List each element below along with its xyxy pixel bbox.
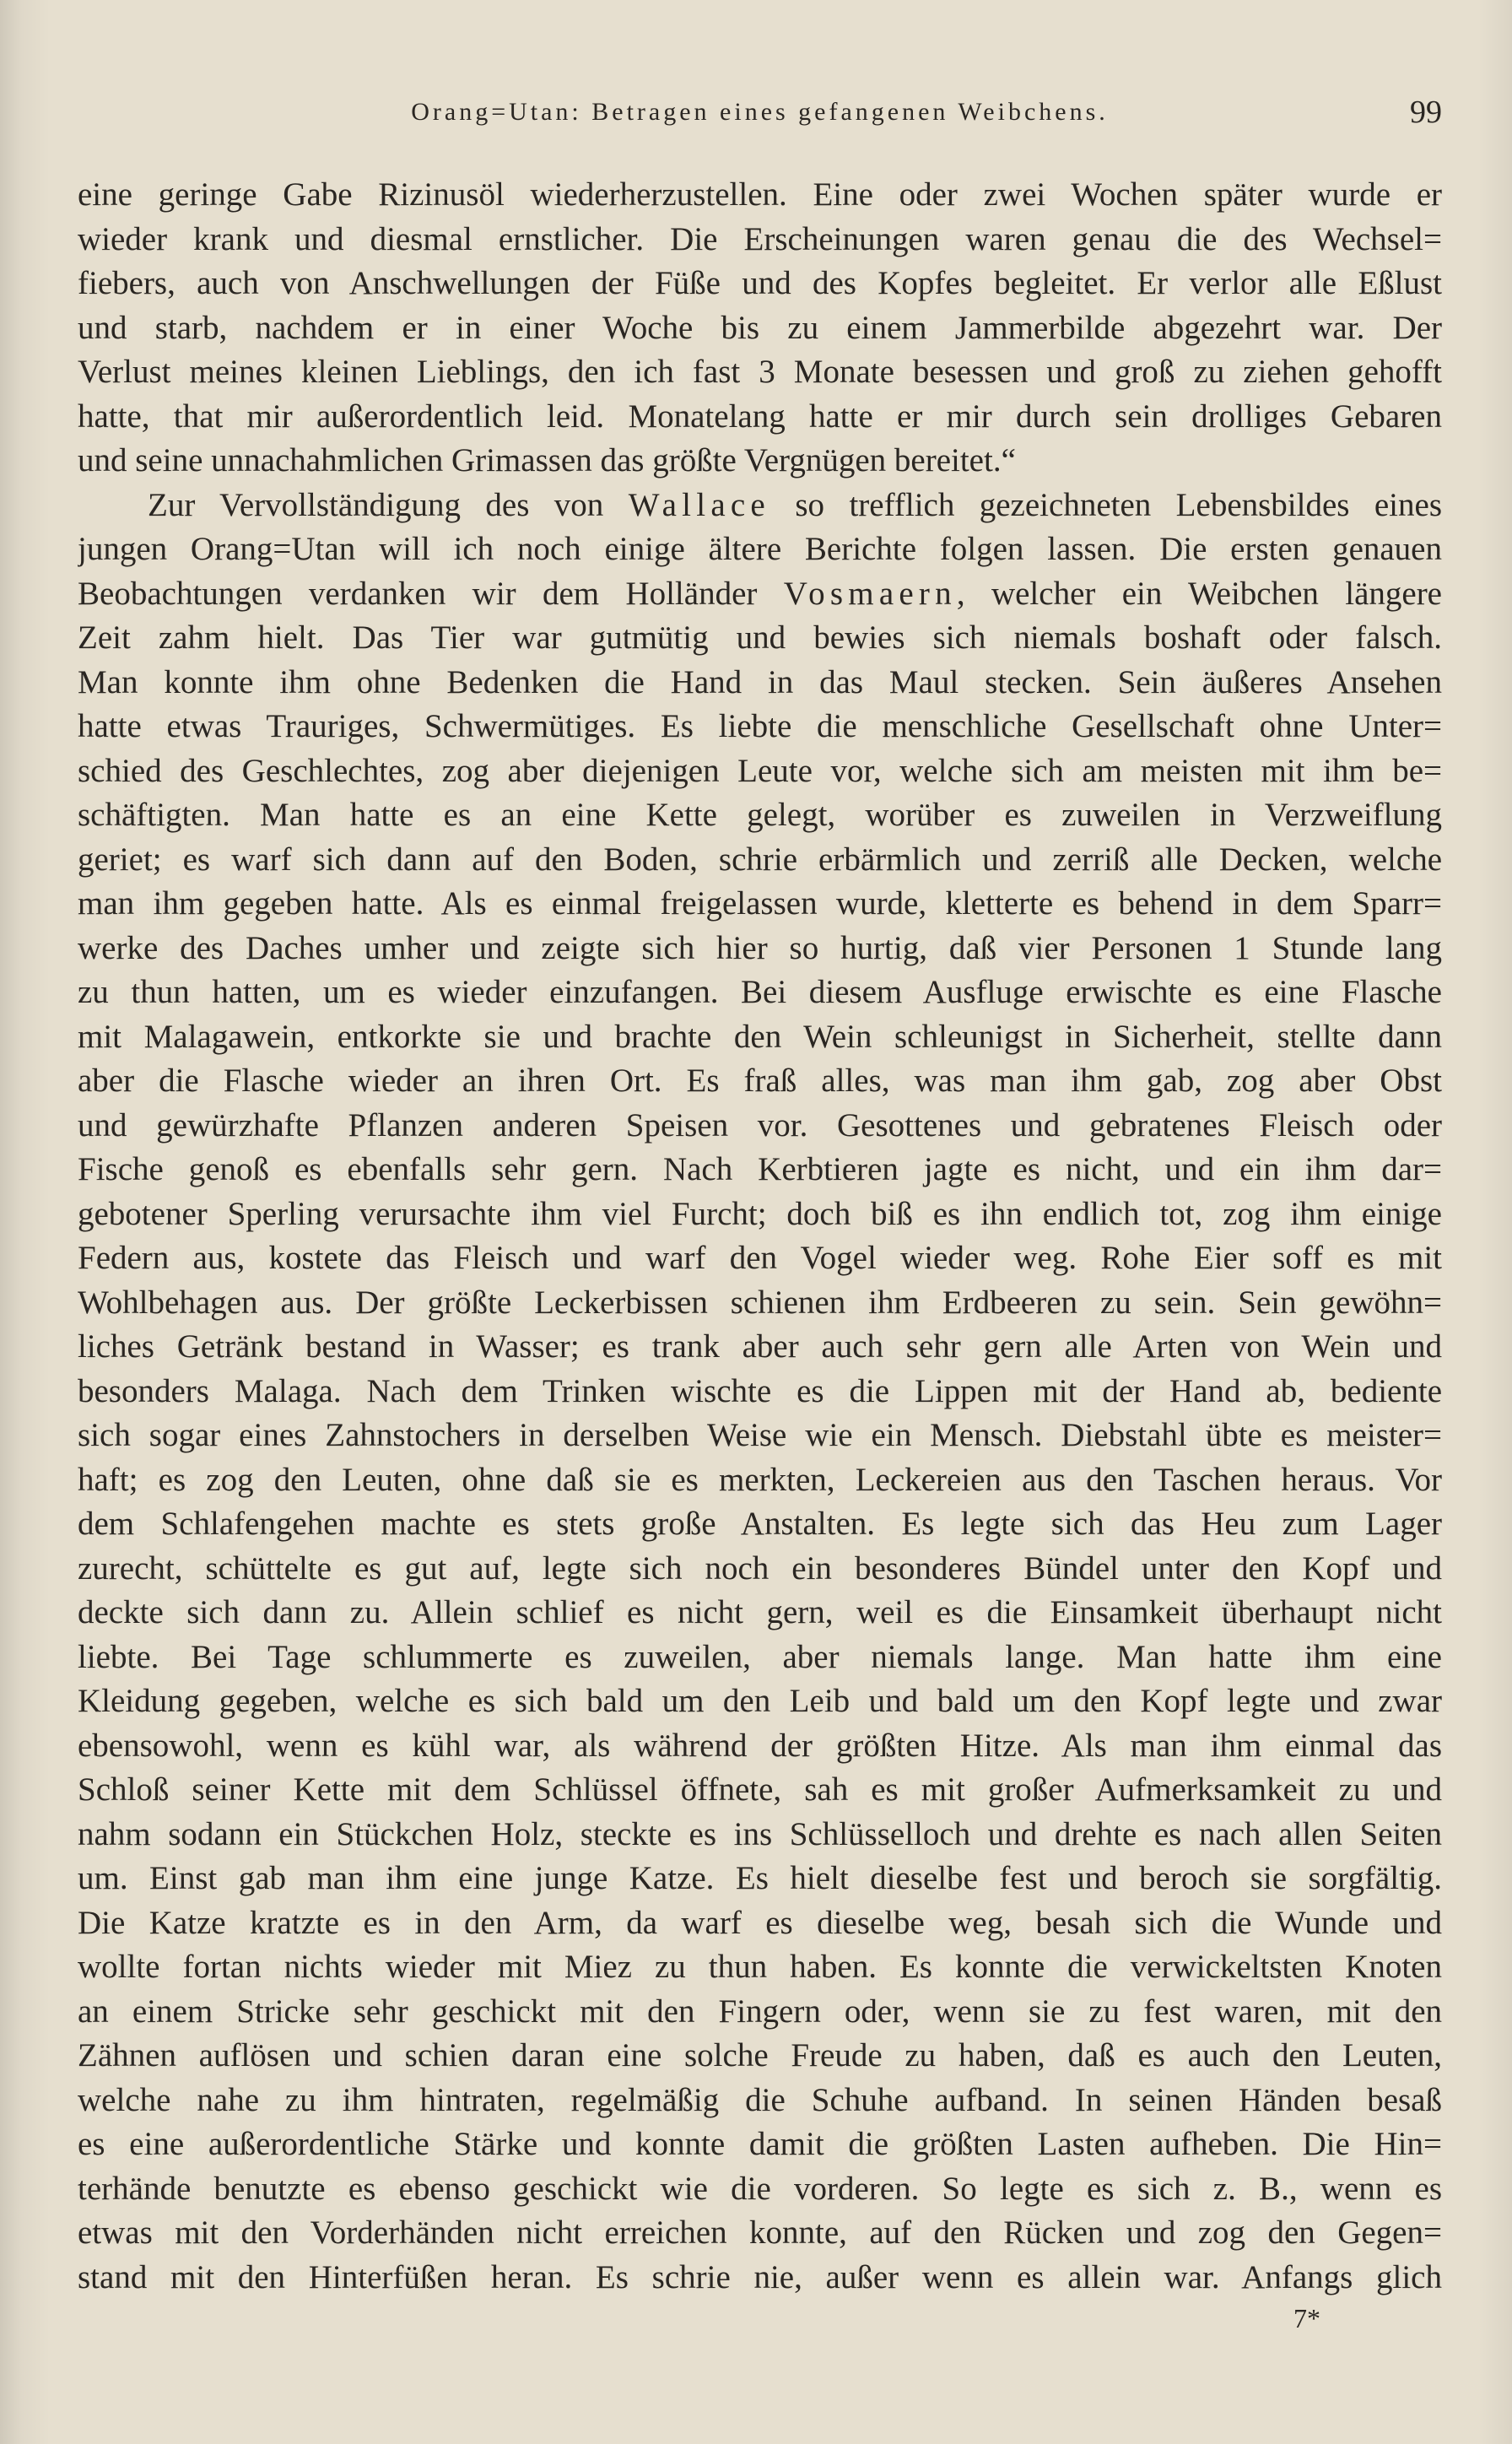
body-line: werke des Daches umher und zeigte sich hier so hurtig, daß vier Personen 1 Stunde lang <box>78 929 1442 966</box>
page-number: 99 <box>1410 95 1442 130</box>
body-line: an einem Stricke sehr geschickt mit den Fingern oder, wenn sie zu fest waren, mit den <box>78 1993 1442 2030</box>
body-line: und gewürzhafte Pflanzen anderen Speisen vor. Gesottenes und gebratenes Fleisch oder <box>78 1106 1442 1144</box>
body-line: hatte, that mir außerordentlich leid. Monatelang hatte er mir durch sein drolliges Gebaren <box>78 397 1442 435</box>
text-segment: so trefflich gezeichneten Lebensbildes eines <box>795 486 1442 523</box>
body-line: terhände benutzte es ebenso geschickt wie die vorderen. So legte es sich z. B., wenn es <box>78 2170 1442 2207</box>
body-line: und seine unnachahmlichen Grimassen das größte Vergnügen bereitet.“ <box>78 442 1016 479</box>
body-line: schied des Geschlechtes, zog aber diejenigen Leute vor, welche sich am meisten mit ihm be= <box>78 752 1442 789</box>
body-line: Schloß seiner Kette mit dem Schlüssel öffnete, sah es mit großer Aufmerksamkeit zu und <box>78 1771 1442 1808</box>
body-line: liches Getränk bestand in Wasser; es trank aber auch sehr gern alle Arten von Wein und <box>78 1328 1442 1365</box>
body-line: liebte. Bei Tage schlummerte es zuweilen, aber niemals lange. Man hatte ihm eine <box>78 1638 1442 1675</box>
body-line: besonders Malaga. Nach dem Trinken wischte es die Lippen mit der Hand ab, bediente <box>78 1372 1442 1409</box>
body-line: Fische genoß es ebenfalls sehr gern. Nach Kerbtieren jagte es nicht, und ein ihm dar= <box>78 1151 1442 1187</box>
body-line: etwas mit den Vorderhänden nicht erreichen konnte, auf den Rücken und zog den Gegen= <box>78 2214 1442 2251</box>
letterspaced-name: Vosmaern <box>783 575 957 612</box>
body-line: zurecht, schüttelte es gut auf, legte sich noch ein besonderes Bündel unter den Kopf und <box>78 1549 1442 1587</box>
body-line: fiebers, auch von Anschwellungen der Füße und des Kopfes begleitet. Er verlor alle Eßlust <box>78 265 1442 301</box>
body-line: wieder krank und diesmal ernstlicher. Die Erscheinungen waren genau die des Wechsel= <box>78 220 1442 257</box>
body-line: sich sogar eines Zahnstochers in derselben Weise wie ein Mensch. Diebstahl übte es meister= <box>78 1417 1442 1453</box>
letterspaced-name: Wallace <box>628 486 770 523</box>
signature-mark: 7* <box>1293 2303 1320 2333</box>
body-line: mit Malagawein, entkorkte sie und brachte den Wein schleunigst in Sicherheit, stellte dann <box>78 1018 1442 1055</box>
body-line: man ihm gegeben hatte. Als es einmal freigelassen wurde, kletterte es behend in dem Sparr= <box>78 885 1442 922</box>
body-line <box>78 572 1442 617</box>
body-line: deckte sich dann zu. Allein schlief es nicht gern, weil es die Einsamkeit überhaupt nicht <box>78 1594 1442 1630</box>
body-line: stand mit den Hinterfüßen heran. Es schrie nie, außer wenn es allein war. Anfangs glich <box>78 2258 1442 2295</box>
body-line: haft; es zog den Leuten, ohne daß sie es merkten, Leckereien aus den Taschen heraus. Vor <box>78 1461 1442 1498</box>
body-line: und starb, nachdem er in einer Woche bis zu einem Jammerbilde abgezehrt war. Der <box>78 309 1442 346</box>
body-line <box>78 484 1442 528</box>
body-line: Die Katze kratzte es in den Arm, da warf es dieselbe weg, besah sich die Wunde und <box>78 1904 1442 1941</box>
body-line: aber die Flasche wieder an ihren Ort. Es fraß alles, was man ihm gab, zog aber Obst <box>78 1062 1442 1099</box>
body-line: jungen Orang=Utan will ich noch einige ältere Berichte folgen lassen. Die ersten genauen <box>78 531 1442 567</box>
body-line: Man konnte ihm ohne Bedenken die Hand in das Maul stecken. Sein äußeres Ansehen <box>78 663 1442 700</box>
body-line: um. Einst gab man ihm eine junge Katze. Es hielt dieselbe fest und beroch sie sorgfältig. <box>78 1860 1442 1896</box>
body-line: Kleidung gegeben, welche es sich bald um den Leib und bald um den Kopf legte und zwar <box>78 1683 1442 1719</box>
text-segment: , welcher ein Weibchen längere <box>956 575 1442 612</box>
body-line: wollte fortan nichts wieder mit Miez zu thun haben. Es konnte die verwickeltsten Knoten <box>78 1949 1442 1985</box>
body-line: zu thun hatten, um es wieder einzufangen. Bei diesem Ausfluge erwischte es eine Flasche <box>78 974 1442 1010</box>
text-segment: Beobachtungen verdanken wir dem Holländer <box>78 575 758 612</box>
body-line: dem Schlafengehen machte es stets große Anstalten. Es legte sich das Heu zum Lager <box>78 1506 1442 1542</box>
body-line: geriet; es warf sich dann auf den Boden, schrie erbärmlich und zerriß alle Decken, welche <box>78 841 1442 878</box>
body-line: hatte etwas Trauriges, Schwermütiges. Es liebte die menschliche Gesellschaft ohne Unter= <box>78 708 1442 744</box>
body-line: Wohlbehagen aus. Der größte Leckerbissen schienen ihm Erdbeeren zu sein. Sein gewöhn= <box>78 1284 1442 1321</box>
body-line: schäftigten. Man hatte es an eine Kette gelegt, worüber es zuweilen in Verzweiflung <box>78 797 1442 833</box>
body-line: eine geringe Gabe Rizinusöl wiederherzustellen. Eine oder zwei Wochen später wurde er <box>78 176 1442 213</box>
body-line: Verlust meines kleinen Lieblings, den ich fast 3 Monate besessen und groß zu ziehen gehofft <box>78 354 1442 390</box>
body-line: ebensowohl, wenn es kühl war, als während der größten Hitze. Als man ihm einmal das <box>78 1727 1442 1764</box>
running-head-title: Orang=Utan: Betragen eines gefangenen Weibchens. <box>411 98 1109 126</box>
body-line: es eine außerordentliche Stärke und konnte damit die größten Lasten aufheben. Die Hin= <box>78 2126 1442 2162</box>
body-line: Zeit zahm hielt. Das Tier war gutmütig und bewies sich niemals boshaft oder falsch. <box>78 619 1442 656</box>
paragraph-2 <box>78 484 1442 2301</box>
body-text <box>78 173 1442 2300</box>
body-line: welche nahe zu ihm hintraten, regelmäßig die Schuhe aufband. In seinen Händen besaß <box>78 2081 1442 2118</box>
body-line: Federn aus, kostete das Fleisch und warf den Vogel wieder weg. Rohe Eier soff es mit <box>78 1240 1442 1276</box>
body-line: gebotener Sperling verursachte ihm viel Furcht; doch biß es ihn endlich tot, zog ihm einige <box>78 1195 1442 1232</box>
body-line: Zähnen auflösen und schien daran eine solche Freude zu haben, daß es auch den Leuten, <box>78 2037 1442 2074</box>
body-line: nahm sodann ein Stückchen Holz, steckte es ins Schlüsselloch und drehte es nach allen Seiten <box>78 1815 1442 1852</box>
paragraph-1 <box>78 173 1442 484</box>
text-segment: Zur Vervollständigung des von <box>148 486 604 523</box>
